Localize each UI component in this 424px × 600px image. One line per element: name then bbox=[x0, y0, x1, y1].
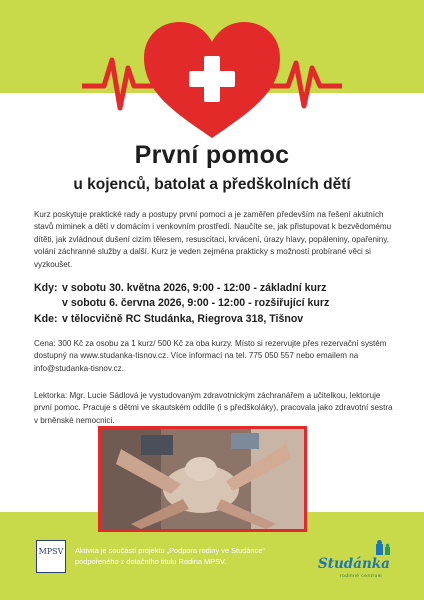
brand-name: Studánka bbox=[318, 556, 390, 572]
studanka-logo bbox=[318, 540, 406, 586]
page-title: První pomoc bbox=[134, 141, 290, 169]
lector-paragraph: Lektorka: Mgr. Lucie Sádlová je vystudovaným zdravotnickým záchranářem a učitelkou, lektoruje první pomoc. Pracuje s dětmi ve skautském oddíle (i s předškoláky), pracovala jako zdravotní sestra v brněnské nemocnici. bbox=[34, 391, 393, 425]
schedule-line-2 bbox=[34, 296, 404, 310]
location-line bbox=[34, 312, 404, 326]
pulse-line-left bbox=[82, 60, 152, 108]
footer-text: Aktivita je součástí projektu „Podpora rodiny ve Studánce“ podpořeného z dotačního titulu Rodina MPSV. bbox=[75, 546, 265, 566]
page-subtitle: u kojenců, batolat a předškolních dětí bbox=[73, 176, 351, 193]
date-basic: v sobotu 30. května 2026, 9:00 - 12:00 - základní kurz bbox=[62, 282, 327, 294]
price-paragraph: Cena: 300 Kč za osobu za 1 kurz/ 500 Kč za oba kurzy. Místo si rezervujte přes rezervační systém dostupný na www.studanka-tisnov.cz. Více informací na tel. 775 050 557 nebo emailem na info@studanka-tisnov.cz. bbox=[34, 339, 387, 373]
when-label: Kdy: bbox=[34, 282, 58, 294]
mpsv-logo-text: MPSV bbox=[38, 547, 64, 556]
intro-paragraph: Kurz poskytuje praktické rady a postupy první pomoci a je zaměřen především na řešení akutních stavů miminek a dětí v domácím i venkovním prostředí. Naučíte se, jak přistupovat k bezvědomému dítěti, jak zvládnout dušení cizím tělesem, resuscitaci, krvácení, úrazy hlavy, popáleniny, opařeniny, volání záchranné služby a další. Kurz je veden zejména prakticky s možností probírané věci si vyzkoušet. bbox=[34, 210, 392, 269]
heart-graphic bbox=[82, 8, 342, 143]
pulse-line-right bbox=[272, 63, 342, 106]
photo-illustration bbox=[101, 429, 304, 529]
mpsv-logo bbox=[36, 540, 66, 573]
date-extended: v sobotu 6. června 2026, 9:00 - 12:00 - rozšiřující kurz bbox=[62, 297, 330, 309]
where-label: Kde: bbox=[34, 313, 58, 325]
heart-with-cross-icon bbox=[82, 8, 342, 143]
schedule-line-1 bbox=[34, 281, 404, 295]
brand-subtitle: rodinné centrum bbox=[340, 573, 383, 578]
cross-horizontal bbox=[189, 71, 235, 87]
first-aid-training-photo bbox=[98, 426, 307, 532]
location-text: v tělocvičně RC Studánka, Riegrova 318, Tišnov bbox=[62, 313, 304, 325]
